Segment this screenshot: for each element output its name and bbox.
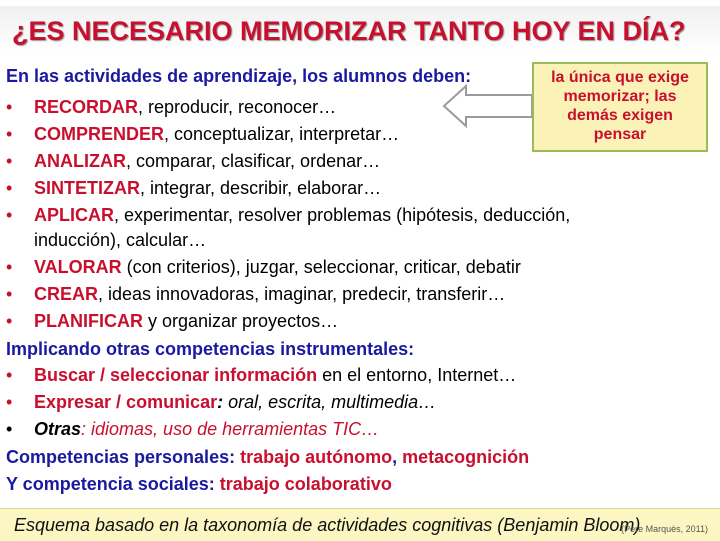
note-line-2: memorizar; las	[563, 88, 677, 105]
list-item-sintetizar	[34, 178, 381, 199]
list-item-crear	[34, 284, 505, 305]
keyword: Otras	[34, 419, 82, 439]
bullet-icon: •	[6, 311, 13, 331]
value: trabajo autónomo	[235, 447, 393, 467]
keyword: CREAR	[34, 284, 99, 304]
list-item-buscar	[34, 365, 516, 386]
item-text: y organizar proyectos…	[143, 311, 339, 331]
page-title: ¿ES NECESARIO MEMORIZAR TANTO HOY EN DÍA?	[12, 16, 686, 46]
bullet-icon: •	[6, 124, 13, 144]
item-text: (con criterios), juzgar, seleccionar, criticar, debatir	[121, 257, 521, 277]
keyword: PLANIFICAR	[34, 311, 143, 331]
label: Competencias personales:	[6, 447, 236, 467]
list-item-planificar	[34, 311, 338, 332]
bullet-icon: •	[6, 419, 13, 439]
item-text: oral, escrita, multimedia…	[223, 392, 437, 412]
keyword: Expresar / comunicar	[34, 392, 218, 412]
bullet-icon: •	[6, 205, 13, 225]
list-item-expresar	[34, 392, 436, 413]
bullet-icon: •	[6, 151, 13, 171]
bullet-icon: •	[6, 284, 13, 304]
list-item-aplicar	[34, 205, 570, 226]
item-text: , integrar, describir, elaborar…	[140, 178, 382, 198]
item-text: : idiomas, uso de herramientas TIC…	[81, 419, 380, 439]
personal-competences	[6, 447, 529, 468]
item-text: , comparar, clasificar, ordenar…	[126, 151, 381, 171]
intro-heading: En las actividades de aprendizaje, los alumnos deben:	[6, 66, 472, 86]
instrumental-heading: Implicando otras competencias instrumentales:	[6, 339, 415, 359]
bullet-icon: •	[6, 257, 13, 277]
item-text: en el entorno, Internet…	[317, 365, 517, 385]
list-item-valorar	[34, 257, 521, 278]
list-item-otras	[34, 419, 379, 440]
list-item-comprender	[34, 124, 399, 145]
note-line-1: la única que exige	[551, 69, 689, 86]
bullet-icon: •	[6, 365, 13, 385]
keyword: APLICAR	[34, 205, 114, 225]
value: trabajo colaborativo	[214, 474, 392, 494]
bullet-icon: •	[6, 97, 13, 117]
value: metacognición	[402, 447, 530, 467]
item-text: , conceptualizar, interpretar…	[164, 124, 400, 144]
footer-text: Esquema basado en la taxonomía de actividades cognitivas (Benjamin Bloom)	[14, 515, 641, 535]
keyword: Buscar / seleccionar información	[34, 365, 318, 385]
note-line-4: pensar	[593, 126, 647, 143]
label: Y competencia sociales:	[6, 474, 215, 494]
keyword: COMPRENDER	[34, 124, 165, 144]
credit: (Pere Marquès, 2011)	[621, 524, 708, 534]
footer-bar	[0, 508, 720, 541]
left-arrow-icon	[442, 84, 534, 128]
item-text: , ideas innovadoras, imaginar, predecir, transferir…	[98, 284, 506, 304]
title-bar	[0, 6, 720, 52]
bullet-icon: •	[6, 178, 13, 198]
keyword: RECORDAR	[34, 97, 139, 117]
colon: :	[217, 392, 224, 412]
separator: ,	[392, 447, 403, 467]
list-item-analizar	[34, 151, 380, 172]
note-box	[532, 62, 708, 152]
list-item-aplicar-cont: inducción), calcular…	[34, 230, 207, 250]
list-item-recordar	[34, 97, 336, 118]
item-text: , experimentar, resolver problemas (hipótesis, deducción,	[114, 205, 571, 225]
keyword: SINTETIZAR	[34, 178, 140, 198]
bullet-icon: •	[6, 392, 13, 412]
item-text: , reproducir, reconocer…	[138, 97, 337, 117]
keyword: ANALIZAR	[34, 151, 126, 171]
note-line-3: demás exigen	[567, 107, 673, 124]
keyword: VALORAR	[34, 257, 122, 277]
social-competences	[6, 474, 392, 495]
